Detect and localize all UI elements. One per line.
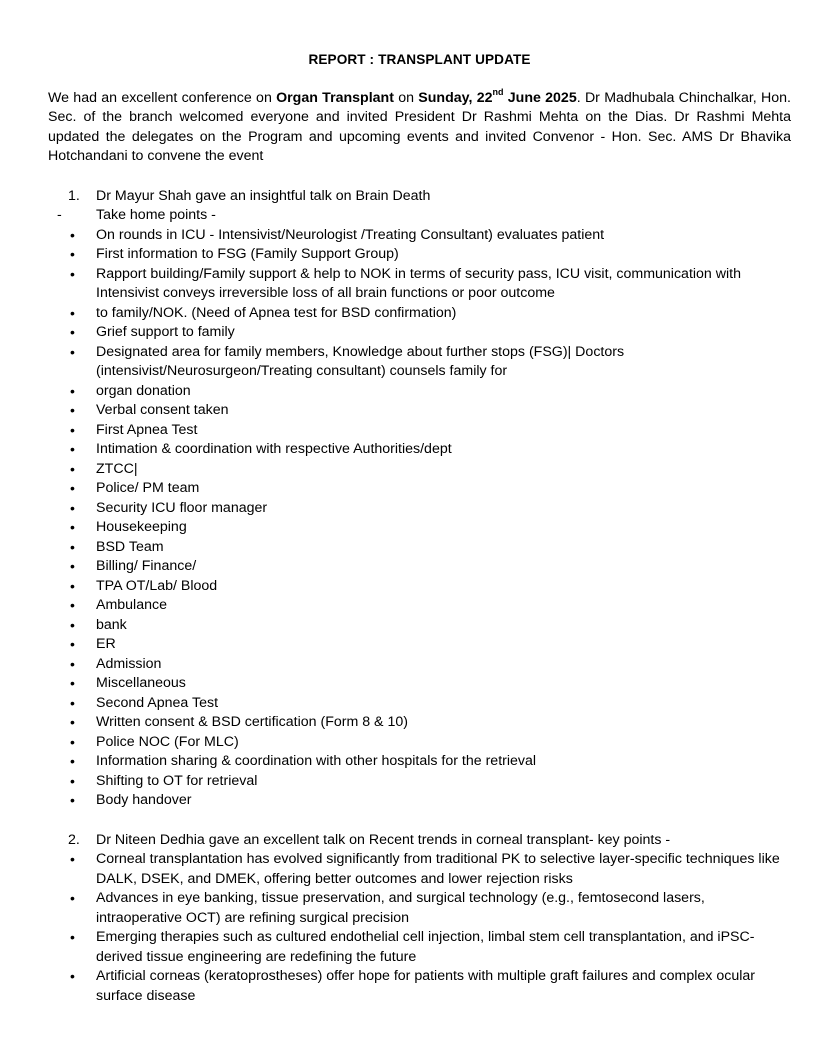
bullet-icon: • bbox=[70, 421, 75, 438]
list-item bbox=[48, 616, 791, 636]
bullet-icon: • bbox=[70, 636, 75, 652]
intro-date-month: June 2025 bbox=[503, 89, 577, 106]
list-item-text: ER bbox=[96, 636, 116, 652]
list-item bbox=[48, 967, 791, 1006]
bullet-icon: • bbox=[70, 714, 75, 730]
list-item-text: ZTCC| bbox=[96, 460, 138, 477]
list-item-text: organ donation bbox=[96, 382, 191, 399]
list-item-text: Advances in eye banking, tissue preservation, and surgical technology (e.g., femtosecond lasers, intraoperative OCT) are refining surgical precision bbox=[96, 890, 705, 926]
list-item bbox=[48, 889, 791, 928]
list-item bbox=[48, 421, 791, 441]
list-item-text: Admission bbox=[96, 655, 162, 672]
list-item bbox=[48, 499, 791, 519]
bullet-icon: • bbox=[70, 968, 75, 984]
bullet-icon: • bbox=[70, 480, 75, 496]
list-item-text: to family/NOK. (Need of Apnea test for BSD confirmation) bbox=[96, 304, 457, 321]
section-spacer bbox=[48, 811, 791, 831]
list-item-text: Second Apnea Test bbox=[96, 694, 219, 711]
list-item bbox=[48, 245, 791, 265]
intro-date-day: Sunday, 22 bbox=[418, 89, 493, 106]
section-1-list bbox=[48, 187, 791, 811]
list-item bbox=[48, 850, 791, 889]
bullet-icon: • bbox=[70, 382, 75, 399]
intro-date-suffix: nd bbox=[492, 86, 504, 97]
list-item-text: Miscellaneous bbox=[96, 675, 186, 691]
bullet-icon: • bbox=[70, 616, 75, 633]
list-item-text: Intimation & coordination with respective Authorities/dept bbox=[96, 441, 452, 457]
list-item-text: Artificial corneas (keratoprostheses) offer hope for patients with multiple graft failures and complex ocular surface disease bbox=[96, 968, 755, 1004]
list-item bbox=[48, 655, 791, 675]
list-item bbox=[48, 752, 791, 772]
list-item-text: Ambulance bbox=[96, 597, 167, 613]
list-item bbox=[48, 577, 791, 597]
list-item bbox=[48, 928, 791, 967]
section-1-subheading bbox=[48, 206, 791, 226]
bullet-icon: • bbox=[70, 558, 75, 574]
bullet-icon: • bbox=[70, 733, 75, 750]
list-item-text: First information to FSG (Family Support Group) bbox=[96, 246, 399, 262]
report-title: REPORT : TRANSPLANT UPDATE bbox=[308, 52, 531, 67]
dash-marker: - bbox=[57, 207, 62, 223]
list-item-text: Rapport building/Family support & help to NOK in terms of security pass, ICU visit, communication with Intensivist conveys irreversible loss of all brain functions or poor outcome bbox=[96, 265, 741, 301]
list-item-text: BSD Team bbox=[96, 538, 164, 555]
intro-text-1: We had an excellent conference on bbox=[48, 89, 277, 106]
bullet-icon: • bbox=[70, 538, 75, 555]
bullet-icon: • bbox=[70, 304, 75, 321]
section-2-heading bbox=[48, 831, 791, 851]
list-item bbox=[48, 304, 791, 324]
bullet-icon: • bbox=[70, 246, 75, 262]
list-item bbox=[48, 323, 791, 343]
bullet-icon: • bbox=[70, 694, 75, 711]
subheading-text: Take home points - bbox=[96, 207, 216, 223]
intro-text-3: . Dr Madhubala Chinchalkar, Hon. Sec. of the branch welcomed everyone and invited President Dr Rashmi Mehta on the Dias. Dr Rashmi Mehta updated the delegates on the Program and upcoming events and invited Convenor - Hon. Sec. AMS Dr Bhavika Hotchandani to convene the event bbox=[48, 89, 791, 164]
bullet-icon: • bbox=[70, 324, 75, 340]
intro-paragraph bbox=[48, 86, 791, 167]
bullet-icon: • bbox=[70, 655, 75, 672]
list-item-text: TPA OT/Lab/ Blood bbox=[96, 577, 218, 594]
list-item bbox=[48, 518, 791, 538]
list-item bbox=[48, 401, 791, 421]
list-item bbox=[48, 694, 791, 714]
list-item-text: On rounds in ICU - Intensivist/Neurologist /Treating Consultant) evaluates patient bbox=[96, 226, 605, 243]
list-item-text: First Apnea Test bbox=[96, 421, 198, 438]
list-item bbox=[48, 772, 791, 792]
list-item-text: Housekeeping bbox=[96, 519, 187, 535]
section-heading-text: Dr Mayur Shah gave an insightful talk on Brain Death bbox=[96, 187, 431, 204]
section-heading-text: Dr Niteen Dedhia gave an excellent talk on Recent trends in corneal transplant- key points - bbox=[96, 831, 671, 848]
section-number: 1. bbox=[68, 187, 80, 204]
list-item bbox=[48, 674, 791, 694]
list-item-text: Emerging therapies such as cultured endothelial cell injection, limbal stem cell transplantation, and iPSC-derived tissue engineering are redefining the future bbox=[96, 929, 755, 965]
list-item-text: Verbal consent taken bbox=[96, 402, 229, 418]
list-item-text: Information sharing & coordination with other hospitals for the retrieval bbox=[96, 753, 537, 769]
list-item-text: Designated area for family members, Knowledge about further stops (FSG)| Doctors (intensivist/Neurosurgeon/Treating consultant) counsels family for bbox=[96, 343, 625, 379]
list-item bbox=[48, 343, 791, 382]
list-item-text: Written consent & BSD certification (Form 8 & 10) bbox=[96, 714, 408, 730]
bullet-icon: • bbox=[70, 402, 75, 418]
bullet-icon: • bbox=[70, 226, 75, 243]
intro-bold-date bbox=[418, 86, 577, 106]
bullet-icon: • bbox=[70, 675, 75, 691]
list-item-text: Billing/ Finance/ bbox=[96, 558, 197, 574]
list-item bbox=[48, 557, 791, 577]
list-item-text: Grief support to family bbox=[96, 324, 235, 340]
list-item-text: Shifting to OT for retrieval bbox=[96, 772, 258, 789]
bullet-icon: • bbox=[70, 753, 75, 769]
list-item-text: bank bbox=[96, 616, 127, 633]
list-item-text: Police/ PM team bbox=[96, 480, 200, 496]
bullet-icon: • bbox=[70, 577, 75, 594]
list-item bbox=[48, 226, 791, 246]
document-page bbox=[48, 50, 791, 1006]
list-item-text: Body handover bbox=[96, 792, 192, 808]
bullet-icon: • bbox=[70, 460, 75, 477]
bullet-icon: • bbox=[70, 772, 75, 789]
list-item bbox=[48, 713, 791, 733]
list-item bbox=[48, 440, 791, 460]
bullet-icon: • bbox=[70, 519, 75, 535]
section-1-heading bbox=[48, 187, 791, 207]
bullet-icon: • bbox=[70, 265, 75, 282]
list-item bbox=[48, 538, 791, 558]
list-item bbox=[48, 596, 791, 616]
bullet-icon: • bbox=[70, 499, 75, 516]
bullet-icon: • bbox=[70, 851, 75, 867]
list-item-text: Security ICU floor manager bbox=[96, 499, 268, 516]
section-number: 2. bbox=[68, 831, 80, 848]
list-item bbox=[48, 635, 791, 655]
list-item-text: Police NOC (For MLC) bbox=[96, 733, 239, 750]
intro-bold-topic: Organ Transplant bbox=[276, 89, 394, 106]
list-item bbox=[48, 791, 791, 811]
list-item-text: Corneal transplantation has evolved significantly from traditional PK to selective layer-specific techniques like DALK, DSEK, and DMEK, offering better outcomes and lower rejection risks bbox=[96, 851, 780, 887]
bullet-icon: • bbox=[70, 597, 75, 613]
bullet-icon: • bbox=[70, 441, 75, 457]
list-item bbox=[48, 733, 791, 753]
bullet-icon: • bbox=[70, 343, 75, 360]
bullet-icon: • bbox=[70, 792, 75, 808]
list-item bbox=[48, 265, 791, 304]
intro-text-2: on bbox=[393, 89, 419, 106]
list-item bbox=[48, 479, 791, 499]
section-2-list bbox=[48, 831, 791, 1007]
bullet-icon: • bbox=[70, 929, 75, 945]
list-item bbox=[48, 460, 791, 480]
bullet-icon: • bbox=[70, 890, 75, 906]
list-item bbox=[48, 382, 791, 402]
